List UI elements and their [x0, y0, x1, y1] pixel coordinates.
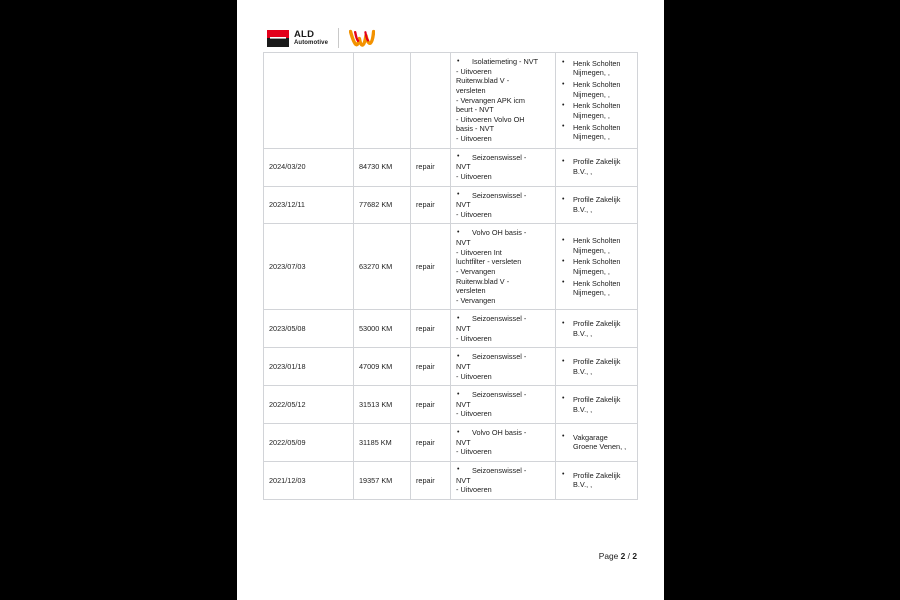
cell-mileage: 31185 KM	[354, 424, 411, 462]
ald-square-logo-icon	[267, 30, 289, 47]
list-item: • Profile Zakelijk B.V., ,	[561, 471, 632, 490]
document-header	[267, 26, 375, 50]
cell-service-date: 2023/07/03	[264, 224, 354, 310]
description-line: - Uitvoeren	[456, 485, 492, 495]
table-row	[264, 310, 638, 348]
description-line: • Seizoenswissel -	[472, 190, 527, 200]
table-row	[264, 148, 638, 186]
list-item: • Henk Scholten Nijmegen, ,	[561, 236, 632, 255]
table-row	[264, 53, 638, 149]
cell-service-description	[451, 461, 556, 499]
list-item: • Profile Zakelijk B.V., ,	[561, 319, 632, 338]
cell-service-description	[451, 53, 556, 149]
cell-mileage: 19357 KM	[354, 461, 411, 499]
description-line: - Uitvoeren	[456, 134, 492, 143]
description-line: Ruitenw.blad V -	[456, 276, 510, 286]
cell-service-type: repair	[411, 348, 451, 386]
list-item	[456, 428, 550, 457]
list-item	[456, 228, 550, 305]
description-line: • Isolatiemeting - NVT	[472, 57, 539, 66]
list-item	[456, 390, 550, 419]
table-row	[264, 348, 638, 386]
description-line: • Seizoenswissel -	[472, 465, 527, 475]
garage-bullet-list	[561, 471, 632, 490]
description-bullet-list	[456, 57, 550, 144]
description-line: NVT	[456, 399, 471, 409]
cell-mileage: 63270 KM	[354, 224, 411, 310]
cell-service-description	[451, 224, 556, 310]
description-bullet-list	[456, 314, 550, 343]
ald-brand-name: ALD	[294, 28, 315, 40]
description-line: - Uitvoeren Volvo OH	[456, 114, 525, 124]
cell-garage	[556, 53, 638, 149]
footer-page-prefix: Page	[598, 551, 619, 561]
list-item	[456, 57, 550, 144]
cell-service-description	[451, 386, 556, 424]
cell-service-type: repair	[411, 148, 451, 186]
description-line: NVT	[456, 361, 471, 371]
cell-service-date: 2021/12/03	[264, 461, 354, 499]
list-item: • Profile Zakelijk B.V., ,	[561, 195, 632, 214]
cell-service-type: repair	[411, 424, 451, 462]
list-item: • Profile Zakelijk B.V., ,	[561, 395, 632, 414]
logo-divider	[338, 28, 339, 48]
description-line: - Uitvoeren	[456, 171, 492, 181]
list-item: • Henk Scholten Nijmegen, ,	[561, 80, 632, 99]
table-row	[264, 461, 638, 499]
cell-mileage: 47009 KM	[354, 348, 411, 386]
cell-garage	[556, 186, 638, 224]
cell-garage	[556, 224, 638, 310]
garage-bullet-list	[561, 157, 632, 176]
list-item	[456, 466, 550, 495]
cell-garage	[556, 310, 638, 348]
cell-service-date: 2022/05/09	[264, 424, 354, 462]
cell-service-date: 2023/01/18	[264, 348, 354, 386]
garage-bullet-list	[561, 357, 632, 376]
page-footer	[237, 551, 664, 561]
footer-page-separator: /	[627, 551, 630, 561]
description-line: - Uitvoeren	[456, 447, 492, 457]
table-row	[264, 186, 638, 224]
cell-service-date: 2024/03/20	[264, 148, 354, 186]
list-item: • Henk Scholten Nijmegen, ,	[561, 123, 632, 142]
description-line: NVT	[456, 475, 471, 485]
description-line: versleten	[456, 85, 486, 95]
list-item	[456, 191, 550, 220]
description-line: - Uitvoeren	[456, 66, 492, 76]
description-line: • Seizoenswissel -	[472, 152, 527, 162]
w-brand-logo-icon	[349, 29, 375, 47]
description-line: NVT	[456, 238, 471, 247]
list-item: • Henk Scholten Nijmegen, ,	[561, 279, 632, 298]
cell-garage	[556, 461, 638, 499]
description-bullet-list	[456, 390, 550, 419]
description-line: - Vervangen APK icm	[456, 95, 525, 105]
garage-bullet-list	[561, 195, 632, 214]
cell-service-description	[451, 310, 556, 348]
cell-service-type: repair	[411, 461, 451, 499]
description-line: NVT	[456, 324, 471, 333]
cell-mileage: 84730 KM	[354, 148, 411, 186]
description-bullet-list	[456, 228, 550, 305]
list-item	[456, 153, 550, 182]
description-bullet-list	[456, 466, 550, 495]
table-row	[264, 386, 638, 424]
description-bullet-list	[456, 428, 550, 457]
description-line: luchtfilter - versleten	[456, 257, 522, 267]
document-page	[237, 0, 664, 600]
list-item	[456, 314, 550, 343]
cell-garage	[556, 348, 638, 386]
cell-mileage: 77682 KM	[354, 186, 411, 224]
footer-current-page: 2	[620, 551, 626, 561]
cell-garage	[556, 148, 638, 186]
ald-wordmark	[294, 30, 328, 47]
description-line: - Vervangen	[456, 295, 496, 305]
description-line: - Vervangen	[456, 266, 496, 276]
description-line: NVT	[456, 437, 471, 447]
cell-service-description	[451, 186, 556, 224]
footer-total-pages: 2	[632, 551, 637, 561]
cell-service-description	[451, 148, 556, 186]
list-item	[456, 352, 550, 381]
description-line: • Seizoenswissel -	[472, 352, 527, 362]
service-history-table-body	[264, 53, 638, 500]
cell-service-date: 2023/05/08	[264, 310, 354, 348]
cell-service-date: 2023/12/11	[264, 186, 354, 224]
description-line: • Seizoenswissel -	[472, 390, 527, 400]
list-item: • Profile Zakelijk B.V., ,	[561, 357, 632, 376]
garage-bullet-list	[561, 395, 632, 414]
service-history-table	[263, 52, 638, 500]
cell-service-date: 2022/05/12	[264, 386, 354, 424]
description-line: - Uitvoeren	[456, 209, 492, 219]
list-item: • Profile Zakelijk B.V., ,	[561, 157, 632, 176]
cell-service-date	[264, 53, 354, 149]
cell-service-type: repair	[411, 310, 451, 348]
cell-mileage: 53000 KM	[354, 310, 411, 348]
description-line: Ruitenw.blad V -	[456, 76, 510, 86]
description-line: beurt - NVT	[456, 105, 494, 115]
cell-garage	[556, 424, 638, 462]
description-line: - Uitvoeren	[456, 409, 492, 419]
list-item: • Henk Scholten Nijmegen, ,	[561, 101, 632, 120]
description-line: - Uitvoeren Int	[456, 247, 502, 257]
cell-mileage	[354, 53, 411, 149]
cell-garage	[556, 386, 638, 424]
description-line: • Volvo OH basis -	[472, 228, 527, 238]
garage-bullet-list	[561, 236, 632, 298]
cell-service-type	[411, 53, 451, 149]
description-line: versleten	[456, 286, 486, 296]
ald-automotive-logo	[267, 30, 328, 47]
table-row	[264, 424, 638, 462]
cell-service-description	[451, 424, 556, 462]
description-line: NVT	[456, 200, 471, 210]
description-bullet-list	[456, 352, 550, 381]
cell-service-type: repair	[411, 186, 451, 224]
description-line: • Volvo OH basis -	[472, 428, 527, 437]
description-line: - Uitvoeren	[456, 371, 492, 381]
table-row	[264, 224, 638, 310]
description-line: • Seizoenswissel -	[472, 314, 527, 324]
garage-bullet-list	[561, 59, 632, 142]
cell-service-description	[451, 348, 556, 386]
description-bullet-list	[456, 153, 550, 182]
ald-brand-subtitle: Automotive	[294, 40, 328, 47]
description-bullet-list	[456, 191, 550, 220]
list-item: • Vakgarage Groene Venen, ,	[561, 433, 632, 452]
description-line: - Uitvoeren	[456, 333, 492, 343]
garage-bullet-list	[561, 433, 632, 452]
cell-service-type: repair	[411, 386, 451, 424]
list-item: • Henk Scholten Nijmegen, ,	[561, 59, 632, 78]
description-line: basis - NVT	[456, 124, 495, 134]
list-item: • Henk Scholten Nijmegen, ,	[561, 257, 632, 276]
cell-service-type: repair	[411, 224, 451, 310]
garage-bullet-list	[561, 319, 632, 338]
cell-mileage: 31513 KM	[354, 386, 411, 424]
description-line: NVT	[456, 162, 471, 172]
